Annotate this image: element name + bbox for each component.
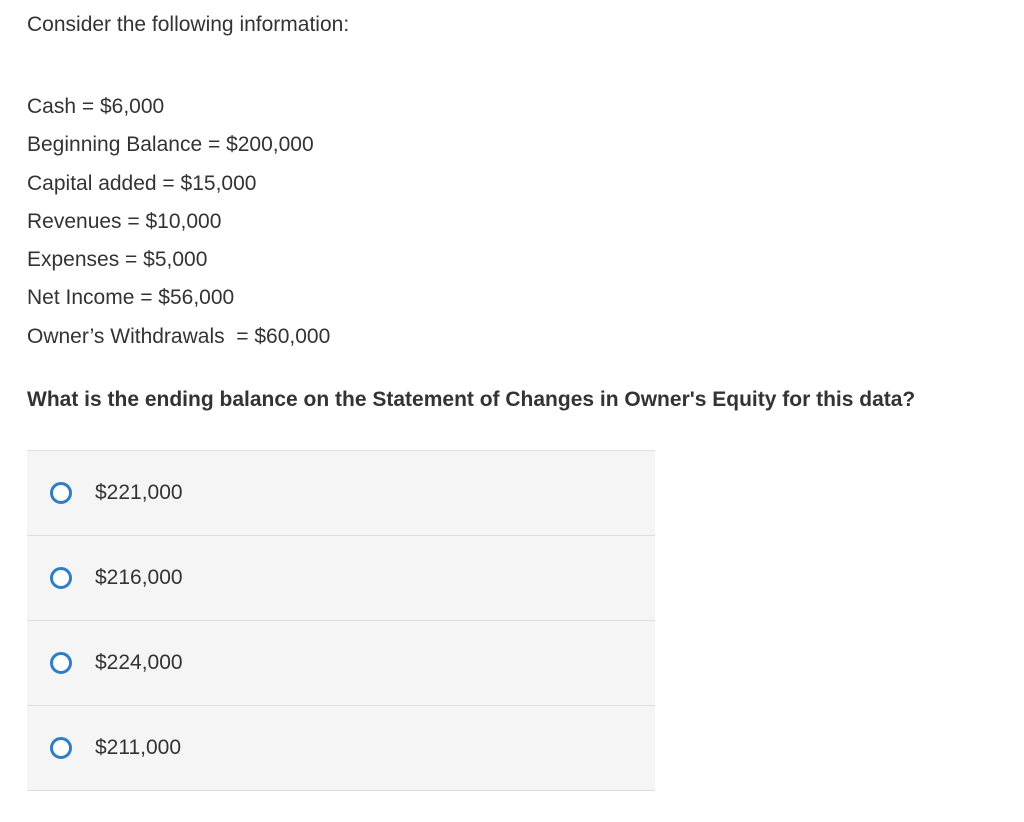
facts-list — [27, 88, 330, 356]
fact-revenues: Revenues = $10,000 — [27, 209, 222, 233]
fact-net-income: Net Income = $56,000 — [27, 286, 235, 310]
answer-option-label: $211,000 — [95, 736, 182, 759]
fact-owners-withdrawals: Owner’s Withdrawals = $60,000 — [27, 324, 331, 348]
intro-text: Consider the following information: — [27, 13, 350, 36]
fact-beginning-balance: Beginning Balance = $200,000 — [27, 133, 314, 157]
answer-option-label: $221,000 — [95, 481, 183, 504]
answer-option-1[interactable] — [27, 451, 655, 536]
answer-option-label: $216,000 — [95, 566, 183, 589]
answer-option-label: $224,000 — [95, 651, 183, 674]
fact-capital-added: Capital added = $15,000 — [27, 171, 257, 195]
answer-option-4[interactable] — [27, 706, 655, 791]
answer-option-3[interactable] — [27, 621, 655, 706]
fact-expenses: Expenses = $5,000 — [27, 248, 208, 272]
radio-button-icon[interactable] — [50, 567, 72, 589]
radio-button-icon[interactable] — [50, 652, 72, 674]
radio-button-icon[interactable] — [50, 482, 72, 504]
answer-options — [27, 450, 655, 791]
radio-button-icon[interactable] — [50, 737, 72, 759]
answer-option-2[interactable] — [27, 536, 655, 621]
question-prompt: What is the ending balance on the Statement of Changes in Owner's Equity for this data? — [27, 388, 916, 411]
fact-cash: Cash = $6,000 — [27, 95, 165, 118]
